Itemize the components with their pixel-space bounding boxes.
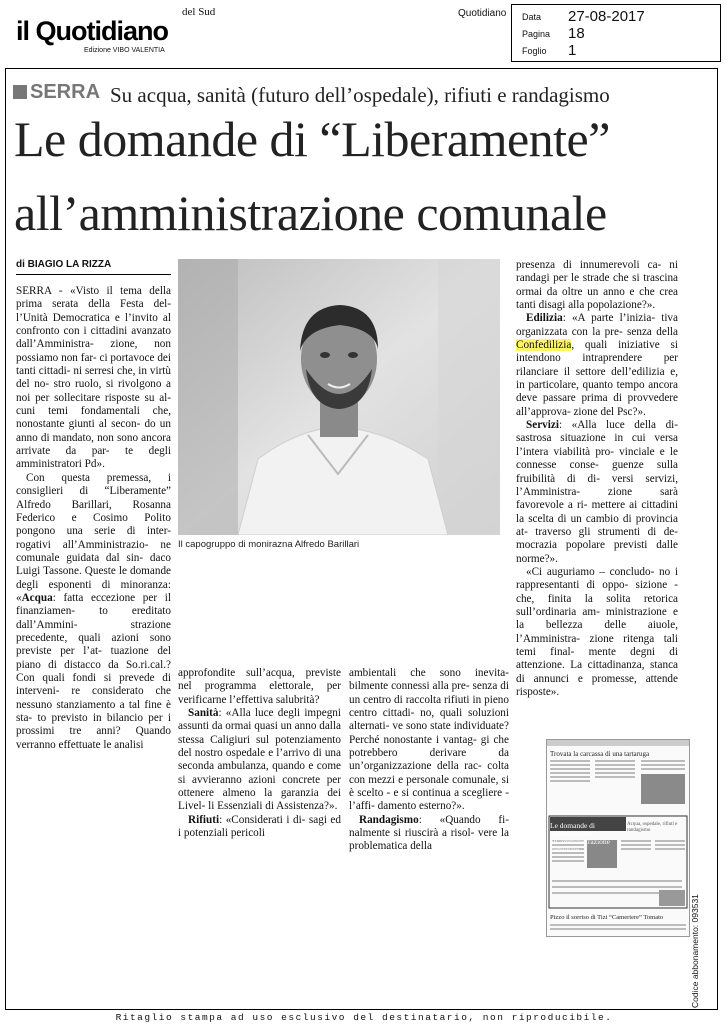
- paragraph: presenza di innumerevoli ca- ni randagi per le strade che si trascina ormai da oltre un anno e che crea tanti disagi alla popolazione?».: [516, 259, 678, 312]
- topic-label-servizi: Servizi: [526, 419, 559, 432]
- topic-label-sanita: Sanità: [188, 707, 219, 720]
- date-row: [522, 8, 712, 26]
- paragraph: [516, 312, 678, 419]
- thumbnail-top-headline: Trovata la carcassa di una tartaruga: [550, 750, 650, 758]
- masthead-logo: il Quotidiano: [16, 16, 168, 46]
- paragraph: [349, 814, 509, 854]
- paragraph: «Ci auguriamo – concludo- no i rappresentanti di oppo- sizione - che, finita la solita retorica sull’ordinaria am- ministrazione e la bellezza delle aiuole, l’Amministra- zione ritenga tali temi final- mente degni di attenzione. La cittadinanza, stanca di annunci e promesse, attende risposte».: [516, 565, 678, 698]
- paragraph: [16, 472, 171, 752]
- headline-line-1: Le domande di “Liberamente”: [14, 111, 610, 167]
- page-row: [522, 25, 712, 43]
- masthead-subtitle: del Sud: [182, 6, 216, 18]
- headline-line-2: all’amministrazione comunale: [14, 185, 607, 241]
- highlighted-term: Confedilizia: [516, 339, 572, 352]
- page-thumbnail: [546, 739, 690, 937]
- portrait-photo: [178, 259, 500, 535]
- paragraph-text: , quali iniziative si intendono intraprendere per rilanciare il settore dell’edilizia e, in particolare, quanto tempo ancora deve passare prima di provvedere all’approva- zione del Psc?».: [516, 339, 678, 418]
- clip-metadata-box: [511, 4, 721, 62]
- portrait-image: [178, 259, 500, 535]
- thumbnail-main-headline: Le domande di “Liberamente” all’amministrazione comunale: [550, 821, 610, 854]
- sheet-label: Foglio: [522, 46, 547, 56]
- page-label: Pagina: [522, 29, 551, 39]
- publication-name: Quotidiano: [458, 8, 507, 19]
- sheet-row: [522, 42, 712, 60]
- footer-disclaimer: Ritaglio stampa ad uso esclusivo del destinatario, non riproducibile.: [115, 1012, 613, 1023]
- paragraph: [516, 419, 678, 566]
- paragraph: ambientali che sono inevita- bilmente connessi alla pre- senza di un centro di raccolta rifiuti in pieno centro cittadi- no, quali soluzioni alternati- ve sono state individuate? Perché nonostante i vantag- gi che potrebbero derivare da un’organizzazione della rac- colta con mezzi e personale comunale, si è scelto - e si continua a scegliere - l’affi- damento esterno?».: [349, 667, 509, 813]
- paragraph-text: : «A parte l’inizia- tiva organizzata con la pre- senza della: [516, 312, 678, 338]
- paragraph-text: : fatta eccezione per il finanziamen- to ereditato dall’Ammini- strazione precedente, quali azioni sono previste per l’at- tuazione del piano di distacco da So.ri.cal.? Con quali fondi si prevede di interveni- re considerato che nessuno stanziamento a tal fine è sta- to previsto in bilancio per i prossimi tre anni? Quando verranno effettuate le analisi: [16, 591, 171, 751]
- paragraph-text: : «Quando fi- nalmente si riuscirà a risol- vere la problematica della: [349, 813, 509, 853]
- masthead-edition: Edizione VIBO VALENTIA: [84, 47, 165, 54]
- paragraph: [178, 707, 341, 814]
- paragraph: approfondite sull’acqua, previste nel programma elettorale, per verificarne l’effettiva salubrità?: [178, 667, 341, 706]
- paragraph: [178, 814, 341, 841]
- date-label: Data: [522, 12, 542, 22]
- topic-label-edilizia: Edilizia: [526, 312, 563, 325]
- sheet-value: 1: [568, 42, 577, 59]
- text-column-3: [349, 667, 509, 853]
- date-value: 27-08-2017: [568, 8, 645, 25]
- paragraph-text: : «Alla luce della di- sastrosa situazione in cui versa l’intera viabilità pro- vinciale e le connesse conse- guenze sulla fruibilità di di- versi servizi, l’Amministra- zione sarà favorevole a ri- mettere ai cittadini la scelta di un cambio di provincia at- traverso gli strumenti di de- mocrazia popolare previsti dalle norme?».: [516, 419, 678, 565]
- text-column-1: [16, 285, 171, 797]
- page-value: 18: [568, 25, 585, 42]
- topic-label-rifiuti: Rifiuti: [188, 813, 220, 826]
- topic-label-randagismo: Randagismo: [359, 813, 419, 826]
- paragraph-text: : «Alla luce degli impegni assunti da ormai quasi un anno dalla stessa Caligiuri sul potenziamento del nostro ospedale e l’arrivo di una seconda ambulanza, quando e come si avvieranno azioni concrete per ottenere almeno la garanzia dei Livel- li Essenziali di Assistenza?».: [178, 707, 341, 813]
- paragraph: SERRA - «Visto il tema della prima serata della Festa del- l’Unità Democratica e l’invito al confronto con i cittadini avanzato dall’Amministra- zione, non possiamo non far- ci portavoce dei tanti cittadi- ni serresi che, in virtù del no- stro ruolo, si rivolgono a noi per sollecitare risposte su al- cuni temi fondamentali che, nonostante giunti al secon- do un anno di mandato, non sono ancora arrivate da par- te degli amministratori Pd».: [16, 285, 171, 471]
- article: [5, 68, 718, 1010]
- topic-label-acqua: Acqua: [21, 591, 53, 604]
- text-column-4: [516, 259, 678, 779]
- kicker-subtitle: Su acqua, sanità (futuro dell’ospedale), rifiuti e randagismo: [110, 83, 610, 107]
- thumbnail-side-headline: Acqua, ospedale, rifiuti e randagismo: [627, 822, 678, 833]
- kicker-location: SERRA: [30, 81, 101, 103]
- subscription-code: Codice abbonamento: 093531: [690, 894, 700, 1008]
- thumbnail-bottom-headline: Pizzo il sorriso di Tizi “Cameriere” Tomato: [550, 914, 664, 921]
- photo-caption: Il capogruppo di monirazna Alfredo Barillari: [178, 539, 360, 550]
- masthead: [14, 6, 244, 62]
- byline: di BIAGIO LA RIZZA: [16, 259, 112, 270]
- byline-divider: [16, 274, 171, 275]
- text-column-2: [178, 667, 341, 840]
- paragraph-text: : «Considerati i di- sagi ed i potenziali pericoli: [178, 813, 341, 840]
- paragraph-text: Con questa premessa, i consiglieri di “Liberamente” Alfredo Barillari, Rosanna Federico e Cosimo Polito pongono una serie di inter- rogativi all’Amministrazio- ne comunale guidata dal sin- daco Luigi Tassone. Queste le domande degli esponenti di minoranza: «: [16, 471, 171, 604]
- kicker-square-icon: [13, 85, 27, 99]
